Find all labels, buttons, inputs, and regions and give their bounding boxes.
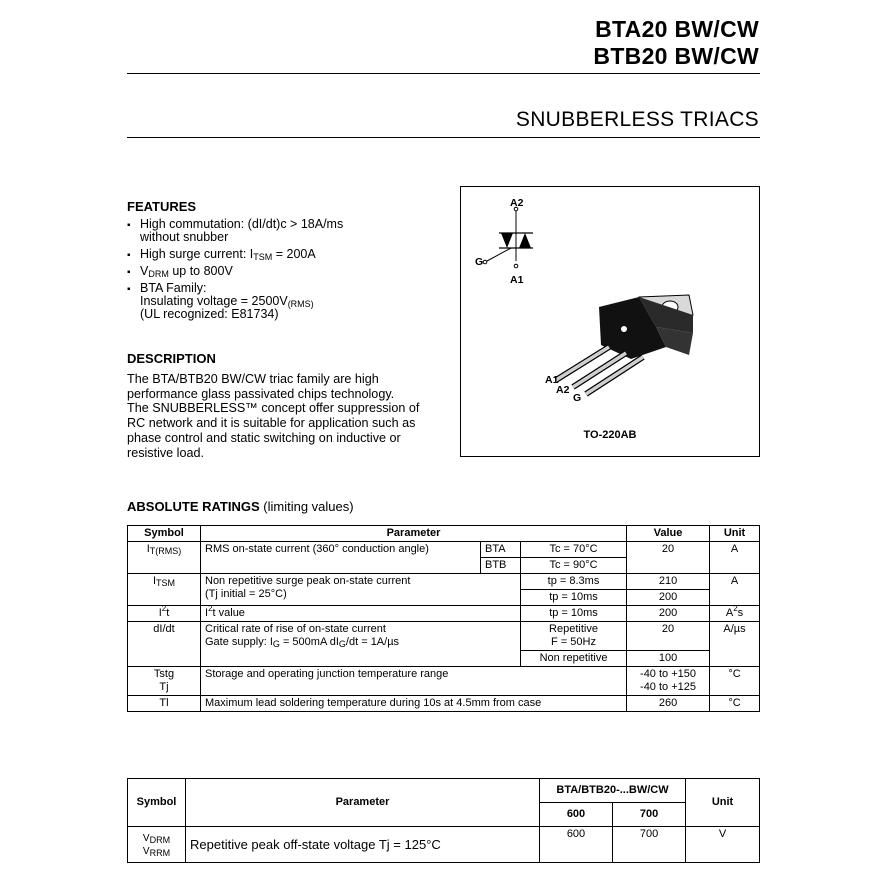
col-header: Value xyxy=(627,526,710,542)
lead-g: G xyxy=(573,392,582,404)
family-cell: BTA xyxy=(481,542,521,558)
voltage-table xyxy=(127,778,760,863)
title-block xyxy=(593,16,759,70)
symbol-cell: $I_{T(RMS)}$ xyxy=(128,542,201,574)
condition-cell: Non repetitive xyxy=(521,651,627,667)
feature-item: ▪ BTA Family: Insulating voltage = $2500V_{(RMS)}$ (UL recognized: E81734) xyxy=(127,282,447,321)
triac-symbol-icon xyxy=(461,187,759,456)
col-header: 600 xyxy=(540,803,613,827)
value-cell: 20 xyxy=(627,542,710,574)
package-label: TO-220AB xyxy=(583,429,637,441)
to220-package-icon xyxy=(556,295,693,394)
col-header: BTA/BTB20-...BW/CW xyxy=(540,779,686,803)
unit-cell: °C xyxy=(710,667,760,696)
page-subtitle: SNUBBERLESS TRIACS xyxy=(515,108,759,131)
table-row xyxy=(128,542,760,558)
value-cell: 20 xyxy=(627,622,710,651)
value-cell: 700 xyxy=(613,827,686,863)
condition-cell: Repetitive F = 50Hz xyxy=(521,622,627,651)
parameter-cell: Maximum lead soldering temperature during 10s at 4.5mm from case xyxy=(201,696,627,712)
parameter-cell: Non repetitive surge peak on-state current (Tj initial = 25°C) xyxy=(201,574,521,606)
table-row xyxy=(128,696,760,712)
col-header: Parameter xyxy=(201,526,627,542)
parameter-cell: Storage and operating junction temperature range xyxy=(201,667,627,696)
lead-a1: A1 xyxy=(545,374,559,386)
condition-cell: tp = 10ms xyxy=(521,606,627,622)
feature-item: ▪ High commutation: (dI/dt)c > 18A/ms without snubber xyxy=(127,218,447,244)
symbol-pin-a1: A1 xyxy=(510,274,524,286)
symbol-cell: dI/dt xyxy=(128,622,201,667)
symbol-cell: $I_{TSM}$ xyxy=(128,574,201,606)
value-cell: 100 xyxy=(627,651,710,667)
description-heading: DESCRIPTION xyxy=(127,351,216,366)
parameter-cell: $I^2t$ value xyxy=(201,606,521,622)
subtitle-rule xyxy=(127,137,760,138)
symbol-pin-g: G xyxy=(475,256,484,268)
value-cell: -40 to +150 -40 to +125 xyxy=(627,667,710,696)
parameter-cell: RMS on-state current (360° conduction angle) xyxy=(201,542,481,574)
features-list xyxy=(127,218,447,325)
table-header-row xyxy=(128,779,760,803)
col-header: Symbol xyxy=(128,779,186,827)
parameter-cell: Repetitive peak off-state voltage Tj = 125°C xyxy=(186,827,540,863)
table-row xyxy=(128,667,760,696)
unit-cell: A xyxy=(710,542,760,574)
part-number-1: BTA20 BW/CW xyxy=(595,16,759,42)
col-header: Parameter xyxy=(186,779,540,827)
col-header: 700 xyxy=(613,803,686,827)
feature-item: ▪ High surge current: $I_{TSM} = 200A$ xyxy=(127,248,447,261)
unit-cell: V xyxy=(686,827,760,863)
table-row xyxy=(128,574,760,590)
col-header: Unit xyxy=(710,526,760,542)
col-header: Unit xyxy=(686,779,760,827)
symbol-cell: Tl xyxy=(128,696,201,712)
feature-item: ▪ $V_{DRM}$ up to 800V xyxy=(127,265,447,278)
unit-cell: °C xyxy=(710,696,760,712)
table-row xyxy=(128,622,760,651)
ratings-table xyxy=(127,525,760,712)
header-rule xyxy=(127,73,760,74)
symbol-cell: Tstg Tj xyxy=(128,667,201,696)
part-number-2: BTB20 BW/CW xyxy=(593,43,759,69)
symbol-pin-a2: A2 xyxy=(510,197,524,209)
condition-cell: Tc = 90°C xyxy=(521,558,627,574)
value-cell: 200 xyxy=(627,590,710,606)
parameter-cell: Critical rate of rise of on-state current Gate supply: $I_G = 500mA$ $dI_G/dt = 1A/\mu s$ xyxy=(201,622,521,667)
description-text: The BTA/BTB20 BW/CW triac family are high performance glass passivated chips technology. The SNUBBERLESS™ concept offer suppression of RC network and it is suitable for application such as phase control and static switching on inductive or resistive load. xyxy=(127,372,420,460)
value-cell: 600 xyxy=(540,827,613,863)
symbol-cell: $V_{DRM}$ $V_{RRM}$ xyxy=(128,827,186,863)
value-cell: 260 xyxy=(627,696,710,712)
table-row xyxy=(128,606,760,622)
condition-cell: Tc = 70°C xyxy=(521,542,627,558)
symbol-cell: $I^2t$ xyxy=(128,606,201,622)
package-diagram xyxy=(460,186,760,457)
condition-cell: tp = 8.3ms xyxy=(521,574,627,590)
value-cell: 210 xyxy=(627,574,710,590)
lead-a2: A2 xyxy=(556,384,570,396)
family-cell: BTB xyxy=(481,558,521,574)
unit-cell: $A^2s$ xyxy=(710,606,760,622)
unit-cell: A/µs xyxy=(710,622,760,667)
ratings-title: ABSOLUTE RATINGS (limiting values) xyxy=(127,499,354,514)
table-row xyxy=(128,827,760,863)
condition-cell: tp = 10ms xyxy=(521,590,627,606)
table-header-row xyxy=(128,526,760,542)
col-header: Symbol xyxy=(128,526,201,542)
unit-cell: A xyxy=(710,574,760,606)
value-cell: 200 xyxy=(627,606,710,622)
features-heading: FEATURES xyxy=(127,199,197,214)
